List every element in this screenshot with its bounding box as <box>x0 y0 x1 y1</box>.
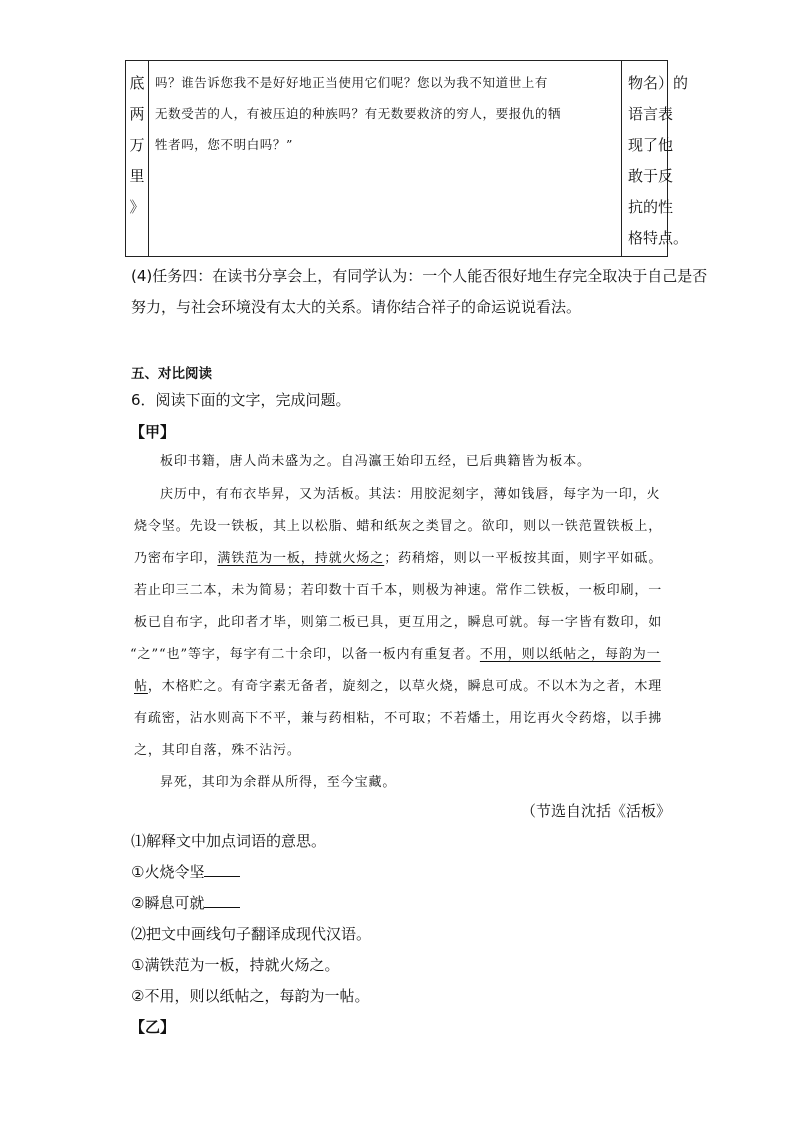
subquestion-item-text: ①火烧令坚 <box>131 863 205 881</box>
analysis-line: 敢于反 <box>628 167 674 185</box>
quote-line: 牲者吗，您不明白吗？” <box>155 137 293 152</box>
passage-label-yi: 【乙】 <box>130 1018 176 1036</box>
answer-blank[interactable] <box>204 893 240 908</box>
passage-line <box>130 645 661 665</box>
subquestion-item: ②不用，则以纸帖之，每韵为一帖。 <box>131 987 370 1005</box>
answer-blank[interactable] <box>204 862 240 877</box>
table-analysis-cell <box>622 61 689 256</box>
subquestion-item-text: ②瞬息可就 <box>131 894 205 912</box>
passage-line: 昇死，其印为余群从所得，至今宝藏。 <box>160 775 397 790</box>
passage-line <box>134 677 662 697</box>
passage-text: ；药稍熔，则以一平板按其面，则字平如砥。 <box>384 551 663 566</box>
subquestion: ⑵把文中画线句子翻译成现代汉语。 <box>131 925 372 943</box>
passage-label-jia: 【甲】 <box>130 423 176 441</box>
table-quote-cell <box>149 61 622 256</box>
reading-table <box>125 60 689 257</box>
subquestion-item <box>131 862 240 882</box>
underlined-sentence: 帖 <box>134 679 148 694</box>
analysis-line: 格特点。 <box>628 229 689 247</box>
passage-line <box>134 549 662 569</box>
table-book-title-cell <box>126 61 149 256</box>
underlined-sentence: 满铁范为一板，持就火炀之 <box>217 551 385 566</box>
passage-text: ，木格贮之。有奇字素无备者，旋刻之，以草火烧，瞬息可成。不以木为之者，木理 <box>147 679 663 694</box>
quote-line: 无数受苦的人，有被压迫的种族吗？有无数要救济的穷人，要报仇的牺 <box>155 106 562 121</box>
passage-text: “之”“也”等字，每字有二十余印，以备一板内有重复者。 <box>130 647 480 662</box>
quote-line: 吗？谁告诉您我不是好好地正当使用它们呢？您以为我不知道世上有 <box>155 75 549 90</box>
analysis-line: 物名）的 <box>628 74 689 92</box>
underlined-sentence: 不用，则以纸帖之，每韵为一 <box>479 647 661 662</box>
book-title-char: 两 <box>129 105 145 123</box>
analysis-line: 语言表 <box>628 105 674 123</box>
passage-line: 若止印三二本，未为简易；若印数十百千本，则极为神速。常作二铁板，一板印刷，一 <box>134 583 663 598</box>
subquestion: ⑴解释文中加点词语的意思。 <box>131 832 327 850</box>
passage-line: 板印书籍，唐人尚未盛为之。自冯瀛王始印五经，已后典籍皆为板本。 <box>160 454 591 469</box>
section-heading: 五、对比阅读 <box>131 366 212 382</box>
passage-line: 庆历中，有布衣毕昇，又为活板。其法：用胶泥刻字，薄如钱唇，每字为一印，火 <box>160 487 661 502</box>
passage-line: 板已自布字，此印者才毕，则第二板已具，更互用之，瞬息可就。每一字皆有数印，如 <box>134 615 663 630</box>
passage-line: 烧令坚。先设一铁板，其上以松脂、蜡和纸灰之类冒之。欲印，则以一铁范置铁板上， <box>134 519 663 534</box>
subquestion-item: ①满铁范为一板，持就火炀之。 <box>131 956 340 974</box>
book-title-char: 》 <box>129 198 145 216</box>
passage-line: 有疏密，沾水则高下不平，兼与药相粘，不可取；不若燔土，用讫再火令药熔，以手拂 <box>134 711 663 726</box>
passage-line: 之，其印自落，殊不沾污。 <box>134 743 301 758</box>
book-title-char: 万 <box>129 136 145 154</box>
analysis-line: 现了他 <box>628 136 674 154</box>
task4-line: (4)任务四：在读书分享会上，有同学认为：一个人能否很好地生存完全取决于自己是否 <box>131 267 708 285</box>
book-title-char: 里 <box>129 167 145 185</box>
subquestion-item <box>131 893 240 913</box>
passage-text: 乃密布字印， <box>134 551 218 566</box>
analysis-line: 抗的性 <box>628 198 674 216</box>
passage-source: （节选自沈括《活板》 <box>521 802 672 820</box>
book-title-char: 底 <box>129 74 145 92</box>
question-stem: 6．阅读下面的文字，完成问题。 <box>131 391 351 409</box>
task4-line: 努力，与社会环境没有太大的关系。请你结合祥子的命运说说看法。 <box>131 298 582 316</box>
